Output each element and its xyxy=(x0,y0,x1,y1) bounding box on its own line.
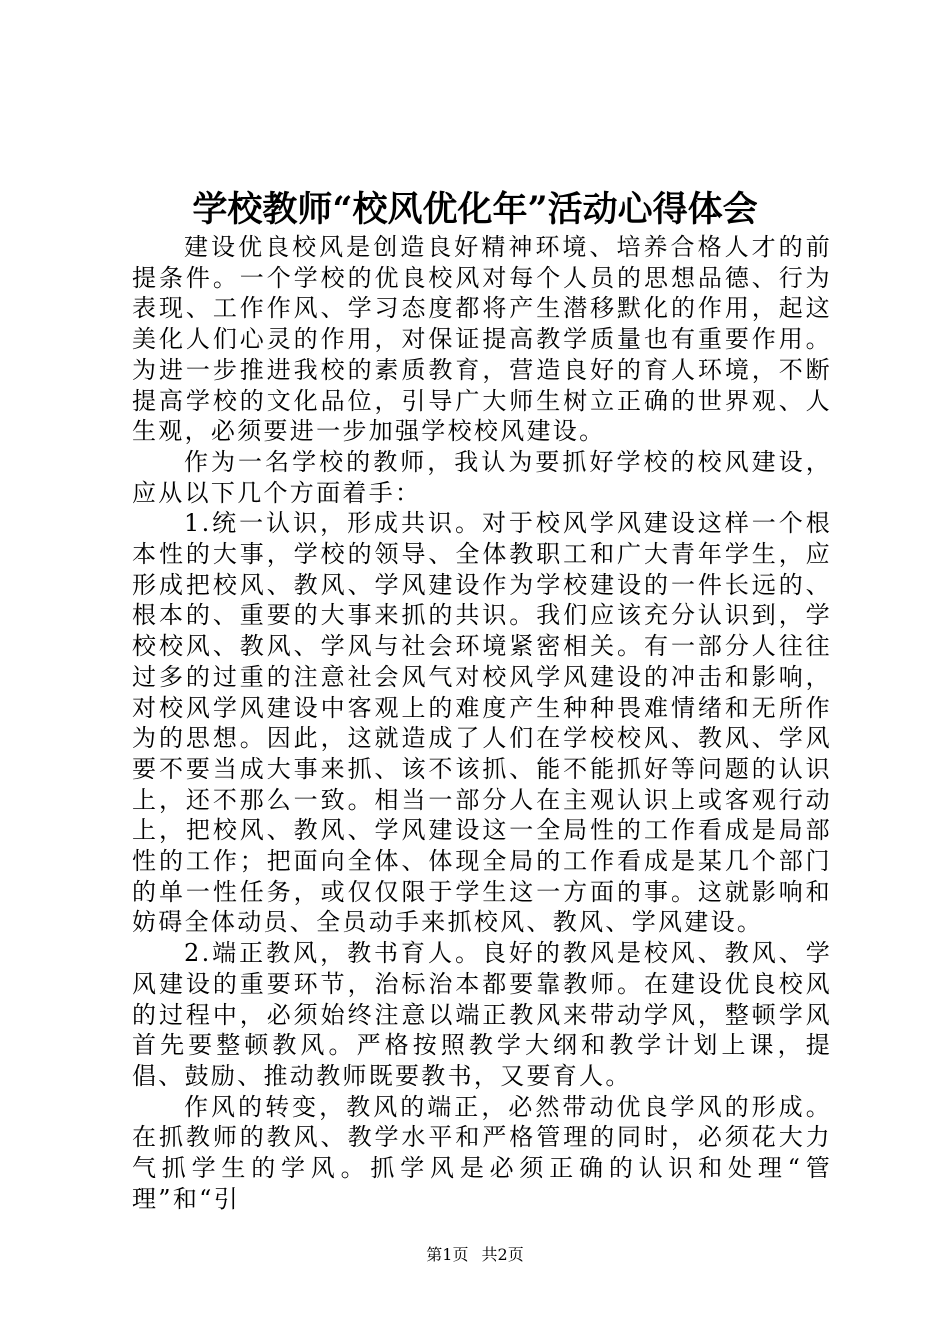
paragraph-point-1: 1.统一认识，形成共识。对于校风学风建设这样一个根本性的大事，学校的领导、全体教职工和广大青年学生，应形成把校风、教风、学风建设作为学校建设的一件长远的、根本的、重要的大事来抓的共识。我们应该充分认识到，学校校风、教风、学风与社会环境紧密相关。有一部分人往往过多的过重的注意社会风气对校风学风建设的冲击和影响，对校风学风建设中客观上的难度产生种种畏难情绪和无所作为的思想。因此，这就造成了人们在学校校风、教风、学风要不要当成大事来抓、该不该抓、能不能抓好等问题的认识上，还不那么一致。相当一部分人在主观认识上或客观行动上，把校风、教风、学风建设这一全局性的工作看成是局部性的工作；把面向全体、体现全局的工作看成是某几个部门的单一性任务，或仅仅限于学生这一方面的事。这就影响和妨碍全体动员、全员动手来抓校风、教风、学风建设。 xyxy=(132,509,832,937)
page-footer xyxy=(0,1243,950,1267)
paragraph-teacher-view: 作为一名学校的教师，我认为要抓好学校的校风建设，应从以下几个方面着手： xyxy=(132,447,832,507)
page-number: 第1页 xyxy=(426,1245,469,1264)
document-title: 学校教师“校风优化年”活动心得体会 xyxy=(192,189,758,230)
paragraph-intro: 建设优良校风是创造良好精神环境、培养合格人才的前提条件。一个学校的优良校风对每个人员的思想品德、行为表现、工作作风、学习态度都将产生潜移默化的作用，起这美化人们心灵的作用，对保证提高教学质量也有重要作用。为进一步推进我校的素质教育，营造良好的育人环境，不断提高学校的文化品位，引导广大师生树立正确的世界观、人生观，必须要进一步加强学校校风建设。 xyxy=(132,233,832,446)
page-total: 共2页 xyxy=(481,1245,524,1264)
paragraph-point-2: 2.端正教风，教书育人。良好的教风是校风、教风、学风建设的重要环节，治标治本都要靠教师。在建设优良校风的过程中，必须始终注意以端正教风来带动学风，整顿学风首先要整顿教风。严格按照教学大纲和教学计划上课，提倡、鼓励、推动教师既要教书，又要育人。 xyxy=(132,939,832,1090)
document-body xyxy=(132,232,832,1215)
paragraph-style-change: 作风的转变，教风的端正，必然带动优良学风的形成。在抓教师的教风、教学水平和严格管理的同时，必须花大力气抓学生的学风。抓学风是必须正确的认识和处理“管理”和“引 xyxy=(132,1092,832,1213)
